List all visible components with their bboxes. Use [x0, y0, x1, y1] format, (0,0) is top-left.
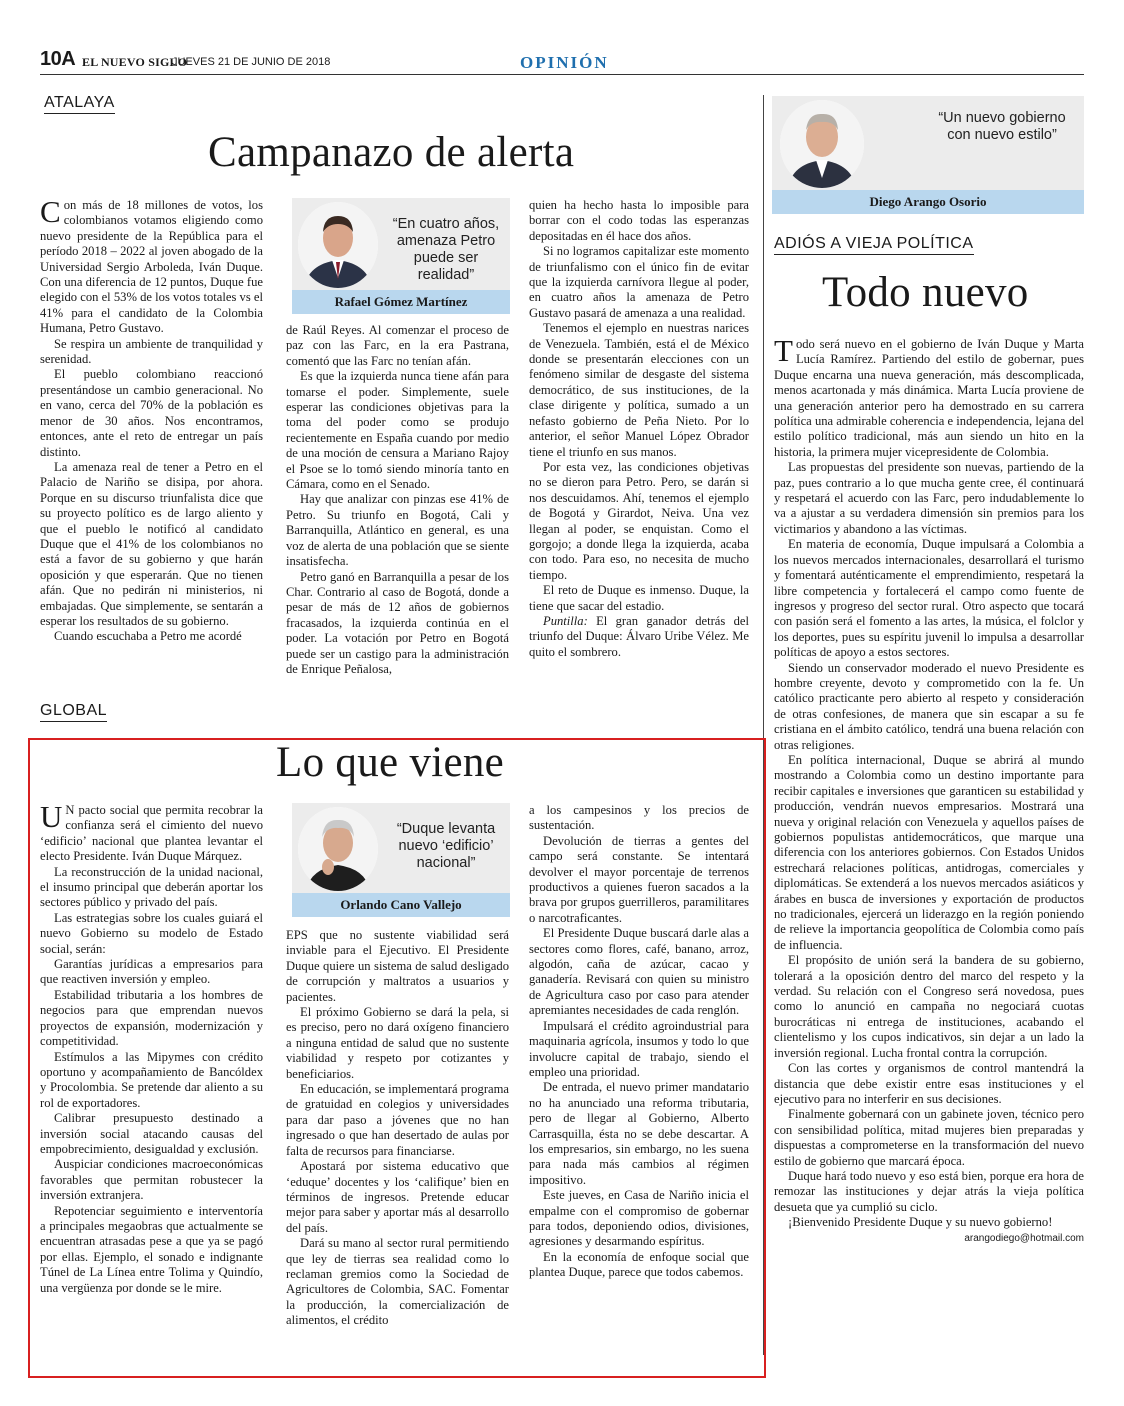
paragraph: Las estrategias sobre los cuales guiará el nuevo Gobierno su modelo de Estado social, serán:	[40, 910, 263, 956]
author-photo	[298, 202, 378, 288]
paragraph: EPS que no sustente viabilidad será inviable para el Ejecutivo. El Presidente Duque quiere un sistema de salud desligado de corrupción y maltratos a usuarios y pacientes.	[286, 928, 509, 1004]
paragraph: Este jueves, en Casa de Nariño inicia el empalme con el compromiso de gobernar para todos, deponiendo odios, divisiones, agresiones y desarmando espíritus.	[529, 1188, 749, 1249]
author-photo	[298, 807, 378, 891]
paragraph: Tenemos el ejemplo en nuestras narices de Venezuela. También, está el de México donde se presentarán elecciones con un fenómeno similar de desgaste del sistema democrático, de sus instituciones, de la clase dirigente y política, sumado a un nefasto gobierno de Peña Nieto. Por lo anterior, el señor Manuel López Obrador tiene el triunfo en sus manos.	[529, 321, 749, 459]
drop-cap: U	[40, 799, 63, 834]
pull-quote: “En cuatro años, amenaza Petro puede ser realidad”	[392, 216, 500, 283]
portrait-icon	[298, 807, 378, 891]
paragraph: Garantías jurídicas a empresarios para que reactiven inversión y empleo.	[40, 957, 263, 987]
paragraph: Repotenciar seguimiento e interventoría a principales megaobras que actualmente se encuentran atrasadas pese a que ya se pagó por ellas. Ejemplo, el sonado e indignante Túnel de La Línea entre Tolima y Quindío, una vergüenza por donde se le mire.	[40, 1203, 263, 1295]
puntilla-text: El gran ganador detrás del triunfo del Duque: Álvaro Uribe Vélez. Me quito el sombrero.	[529, 613, 749, 659]
paragraph: de Raúl Reyes. Al comenzar el proceso de paz con las Farc, en la era Pastrana, comentó que las Farc no tenían afán.	[286, 323, 509, 368]
paragraph: Dará su mano al sector rural permitiendo que ley de tierras sea realidad como lo reclaman gremios como la Sociedad de Agricultores de Colombia, SAC. Fomentar la producción, la comercialización de alimentos, el crédito	[286, 1236, 509, 1328]
paragraph: El pueblo colombiano reaccionó presentándose un cambio generacional. No en vano, cerca del 70% de la población es menor de 30 años. Nos encontramos, entonces, ante el reto de entregar un país distinto.	[40, 367, 263, 459]
article1-column-2	[286, 323, 509, 677]
paragraph: Finalmente gobernará con un gabinete joven, técnico pero con sensibilidad política, mitad mujeres bien preparadas y dispuestas a comprometerse en la transformación del nuevo estilo de gobierno que marcará época.	[774, 1107, 1084, 1168]
paragraph: El reto de Duque es inmenso. Duque, la tiene que sacar del estadio.	[529, 583, 749, 613]
paragraph: Hay que analizar con pinzas ese 41% de Petro. Su triunfo en Bogotá, Cali y Barranquilla, Atlántico en general, es una voz de alerta de una población que se siente insatisfecha.	[286, 492, 509, 569]
paragraph: En educación, se implementará programa de gratuidad en colegios y universidades para dar paso a jóvenes que no han ingresado o que han desertado de aulas por falta de recursos para financiarse.	[286, 1082, 509, 1158]
headline-lo-que-viene: Lo que viene	[276, 739, 505, 786]
paragraph: Todo será nuevo en el gobierno de Iván Duque y Marta Lucía Ramírez. Partiendo del estilo de gobernar, pues Duque encarna una nueva generación, más descomplicada, menos acartonada y más dinámica. Marta Lucía proviene de una generación anterior pero ha demostrado en su carrera política una admirable coherencia e independencia, lejana del estilo político tradicional, más aun siendo un hito en la historia, la primera mujer vicepresidente de Colombia.	[774, 333, 1084, 459]
author-box-rafael	[292, 198, 510, 314]
paragraph: El propósito de unión será la bandera de su gobierno, tolerará a la oposición dentro del marco del respeto y la verdad. Su relación con el Congreso será novedosa, pues como lo anunció en campaña no negociará cuotas burocráticas ni entrega de instituciones, acabando el clientelismo y los cupos indicativos, sin dejar a un lado la inversión regional. Lucha frontal contra la corrupción.	[774, 953, 1084, 1060]
paragraph: Por esta vez, las condiciones objetivas no se dieron para Petro. Pero, se darán si nos descuidamos. Ahí, tenemos el ejemplo de Bogotá y Girardot, Neiva. Una vez llegan al poder, se enquistan. Como el gorgojo; a donde llega la izquierda, acaba con todo. Para eso, no necesita de mucho tiempo.	[529, 459, 749, 582]
kicker-atalaya: ATALAYA	[44, 94, 115, 114]
author-name: Rafael Gómez Martínez	[292, 290, 510, 314]
author-name: Diego Arango Osorio	[772, 190, 1084, 214]
paragraph: El Presidente Duque buscará darle alas a sectores como flores, café, banano, arroz, algodón, caña de azúcar, cacao y ganadería. Revisará con quien su ministro de Agricultura caso por caso para atender apremiantes necesidades de cada renglón.	[529, 926, 749, 1018]
article1-column-1	[40, 194, 263, 645]
paragraph: Estímulos a las Mipymes con crédito oportuno y acompañamiento de Bancóldex y Procolombia. Se pretende dar aliento a su rol de exportadores.	[40, 1049, 263, 1110]
pull-quote: “Duque levanta nuevo ‘edificio’ nacional”	[396, 821, 496, 871]
paragraph: Petro ganó en Barranquilla a pesar de los Char. Contrario al caso de Bogotá, donde a pesar de más de 12 años de gobiernos fracasados, la izquierda continúa en el poder. La votación por Petro en Bogotá puede ser un castigo para la administración de Enrique Peñalosa,	[286, 569, 509, 676]
kicker-global: GLOBAL	[40, 702, 107, 722]
paragraph: En materia de economía, Duque impulsará a Colombia a los nuevos mercados internacionales, desarrollará el turismo y fomentará auténticamente el emprendimiento, respetará la libre competencia y fortalecerá el campo como fuente de ingresos y progreso del sector rural. Otro aspecto que tocará con pasión será el fomento a las artes, la música, el folclor y los deportes, pues su espíritu juvenil lo impulsa a desarrollar políticas de apoyo a estos sectores.	[774, 537, 1084, 660]
author-box-orlando	[292, 803, 510, 917]
paragraph: Es que la izquierda nunca tiene afán para tomarse el poder. Simplemente, suele esperar las condiciones objetivas para la toma del poder como se produjo recientemente en España cuando por medio de una moción de censura a Mariano Rajoy el Psoe se lo tomó siendo minoría tanto en Cámara, como en el Senado.	[286, 369, 509, 492]
paragraph: De entrada, el nuevo primer mandatario no ha anunciado una reforma tributaria, pero de llegar al Gobierno, Alberto Carrasquilla, ésta no se debe descartar. A los empresarios, sin embargo, no les suena para nada más cambios al régimen impositivo.	[529, 1080, 749, 1187]
article1-column-3	[529, 198, 749, 660]
paragraph: Se respira un ambiente de tranquilidad y serenidad.	[40, 336, 263, 367]
pull-quote: “Un nuevo gobierno con nuevo estilo”	[938, 110, 1066, 143]
paragraph: El próximo Gobierno se dará la pela, si es preciso, pero no dará oxígeno financiero a ninguna entidad de salud que no sustente viabilidad y respeto por cotizantes y beneficiarios.	[286, 1005, 509, 1081]
paragraph: Siendo un conservador moderado el nuevo Presidente es hombre creyente, devoto y comprometido con la fe. Un católico practicante pero abierto al respeto y consideración de otras confesiones, de manera que sin escapar a su fe cristiana en el ámbito católico, tendrá una buena relación con otras religiones.	[774, 660, 1084, 752]
author-email: arangodiego@hotmail.com	[964, 1232, 1084, 1244]
drop-cap: T	[774, 333, 793, 368]
article2-column-3	[529, 803, 749, 1281]
drop-cap: C	[40, 194, 61, 229]
paragraph: Con más de 18 millones de votos, los colombianos votamos eligiendo como nuevo presidente de la República para el período 2018 – 2022 al joven abogado de la Universidad Sergio Arboleda, Iván Duque. Con una diferencia de 12 puntos, Duque fue elegido con el 53% de los votos totales vs el 41% para el candidato de la Colombia Humana, Petro Gustavo.	[40, 194, 263, 336]
header-rule	[40, 74, 1084, 75]
puntilla	[529, 614, 749, 660]
portrait-icon	[298, 202, 378, 288]
paragraph: Impulsará el crédito agroindustrial para maquinaria agrícola, insumos y todo lo que involucre capital de trabajo, siendo el empleo una prioridad.	[529, 1018, 749, 1079]
puntilla-label: Puntilla:	[543, 613, 588, 628]
paragraph: a los campesinos y los precios de sustentación.	[529, 803, 749, 833]
paragraph: En política internacional, Duque se abrirá al mundo mostrando a Colombia como un destino importante para recibir capitales e inversiones que garanticen su estabilidad y producción, vendrán nuevos empresarios. Mostrará una nueva y original relación con Venezuela y aquellos países de gobiernos populistas antidemocráticos, que marque una diferencia con los anteriores gobiernos. Con Estados Unidos estrechará relaciones políticas, antidrogas, comerciales y diplomáticas. Se extenderá a los nuevos mercados asiáticos y árabes en busca de inversiones y exportación de productos no tradicionales, ejercerá un liderazgo en la región poniendo de relieve la importancia geopolítica de Colombia como país de influencia.	[774, 752, 1084, 952]
paragraph: Con las cortes y organismos de control mantendrá la distancia que debe existir entre esas instituciones y el ejecutivo para no interferir en sus decisiones.	[774, 1061, 1084, 1106]
issue-date: JUEVES 21 DE JUNIO DE 2018	[172, 56, 331, 68]
headline-campanazo: Campanazo de alerta	[208, 129, 575, 176]
article2-column-2	[286, 928, 509, 1329]
paragraph: Apostará por sistema educativo que ‘eduque’ docentes y los ‘califique’ bien en términos de ingresos. Pretende educar mejor para saber y aportar más al desarrollo del país.	[286, 1159, 509, 1235]
author-name: Orlando Cano Vallejo	[292, 893, 510, 917]
author-box-diego	[772, 96, 1084, 214]
paragraph: Las propuestas del presidente son nuevas, partiendo de la paz, pues contrario a lo que mucha gente cree, él continuará y respetará el acuerdo con las Farc, pero indudablemente lo va a ajustar a su verdadera dimensión sin premios para los victimarios y abandono a las víctimas.	[774, 460, 1084, 536]
paragraph: ¡Bienvenido Presidente Duque y su nuevo gobierno!	[788, 1215, 1053, 1230]
paragraph: Duque hará todo nuevo y eso está bien, porque era hora de remozar las instituciones y dejar atrás la vieja política desueta que ya cumplió su ciclo.	[774, 1168, 1084, 1214]
paragraph: Auspiciar condiciones macroeconómicas favorables que permitan robustecer la inversión extranjera.	[40, 1157, 263, 1203]
section-title: OPINIÓN	[520, 53, 609, 72]
paragraph: La amenaza real de tener a Petro en el Palacio de Nariño se disipa, por ahora. Porque en su discurso triunfalista dice que su proyecto político es de largo aliento y que el pueblo le notificó al candidato Duque que el 41% de los colombianos no está a favor de su gobierno y que harán oposición y que esperarán. Que no tienen afán. Que no pedirán ni ministerios, ni embajadas. Que simplemente, se sentarán a esperar los resultados de su gobierno.	[40, 459, 263, 628]
paragraph: U N pacto social que permita recobrar la confianza será el cimiento del nuevo ‘edificio’ nacional que plantea levantar el electo Presidente. Iván Duque Márquez.	[40, 799, 263, 864]
article3-column	[774, 333, 1084, 1246]
paragraph: La reconstrucción de la unidad nacional, el insumo principal que deberán aportar los sectores público y privado del país.	[40, 864, 263, 910]
page-number: 10A	[40, 48, 76, 70]
headline-todo-nuevo: Todo nuevo	[822, 269, 1029, 316]
paragraph: Si no logramos capitalizar este momento de triunfalismo con el único fin de evitar que la izquierda carnívora llegue al poder, en cuatro años la amenaza de Petro Gustavo pasará de amenaza a una realidad.	[529, 244, 749, 320]
paragraph: Calibrar presupuesto destinado a inversión social atacando causas del empobrecimiento, desigualdad y exclusión.	[40, 1111, 263, 1156]
paragraph: Devolución de tierras a gentes del campo será constante. Se intentará devolver el mayor porcentaje de terrenos productivos a quienes fueron sacados a la brava por grupos guerrilleros, paramilitares o narcotraficantes.	[529, 833, 749, 925]
paragraph: En la economía de enfoque social que plantea Duque, parece que todos cabemos.	[529, 1249, 749, 1280]
paragraph: Estabilidad tributaria a los hombres de negocios para que emprendan nuevos proyectos de expansión, modernización y competitividad.	[40, 987, 263, 1049]
paragraph: quien ha hecho hasta lo imposible para borrar con el codo todas las esperanzas depositadas en él hace dos años.	[529, 198, 749, 243]
newspaper-name: EL NUEVO SIGLO	[82, 55, 188, 69]
paragraph: Cuando escuchaba a Petro me acordé	[54, 629, 242, 644]
portrait-icon	[780, 100, 864, 188]
author-photo	[780, 100, 864, 188]
article2-column-1	[40, 799, 263, 1296]
kicker-adios-vieja-politica: ADIÓS A VIEJA POLÍTICA	[774, 235, 974, 255]
